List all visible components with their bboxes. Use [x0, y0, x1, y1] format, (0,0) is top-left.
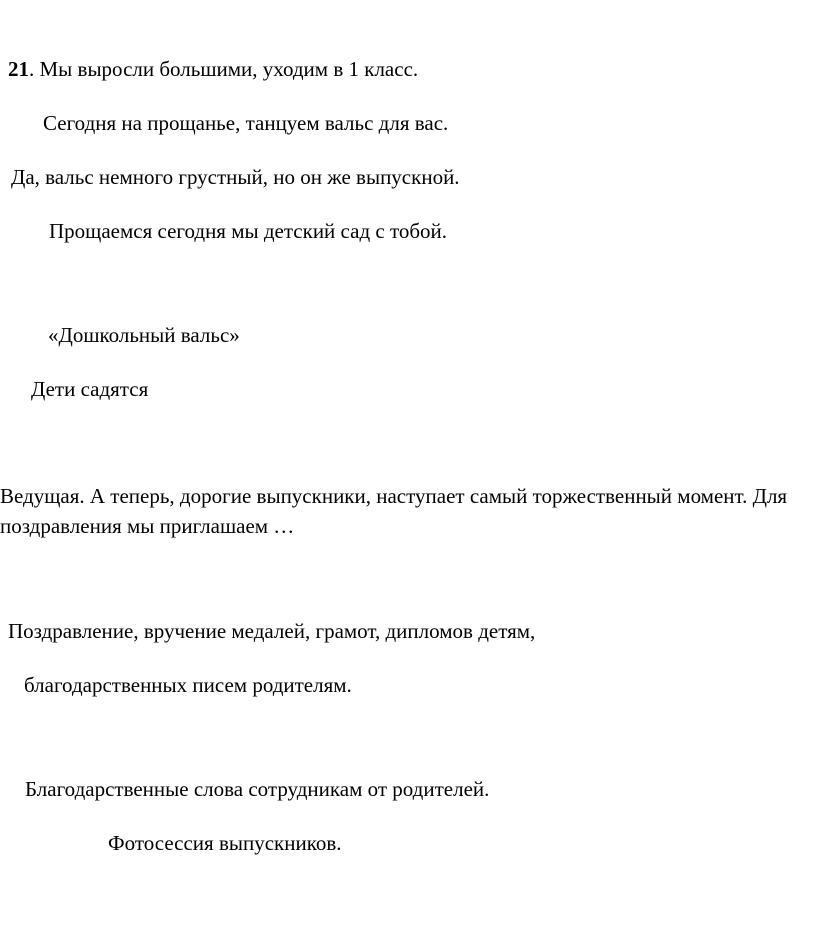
- verse-line-1: [8, 56, 418, 82]
- host-speech: Ведущая. А теперь, дорогие выпускники, наступает самый торжественный момент. Для поздравления мы приглашаем …: [0, 484, 788, 538]
- verse-number: 21: [8, 57, 29, 81]
- awards-line-2: благодарственных писем родителям.: [24, 673, 352, 697]
- awards-line-1: Поздравление, вручение медалей, грамот, дипломов детям,: [8, 619, 536, 643]
- photo-session: Фотосессия выпускников.: [108, 831, 342, 855]
- thanks-staff: Благодарственные слова сотрудникам от родителей.: [25, 777, 490, 801]
- verse-line-3: Да, вальс немного грустный, но он же выпускной.: [11, 165, 460, 189]
- verse-line-2: Сегодня на прощанье, танцуем вальс для вас.: [43, 111, 449, 135]
- stage-direction: Дети садятся: [31, 377, 149, 401]
- verse-line-4: Прощаемся сегодня мы детский сад с тобой.: [49, 219, 448, 243]
- verse-line-1-text: . Мы выросли большими, уходим в 1 класс.: [29, 57, 419, 81]
- song-title: «Дошкольный вальс»: [48, 323, 240, 347]
